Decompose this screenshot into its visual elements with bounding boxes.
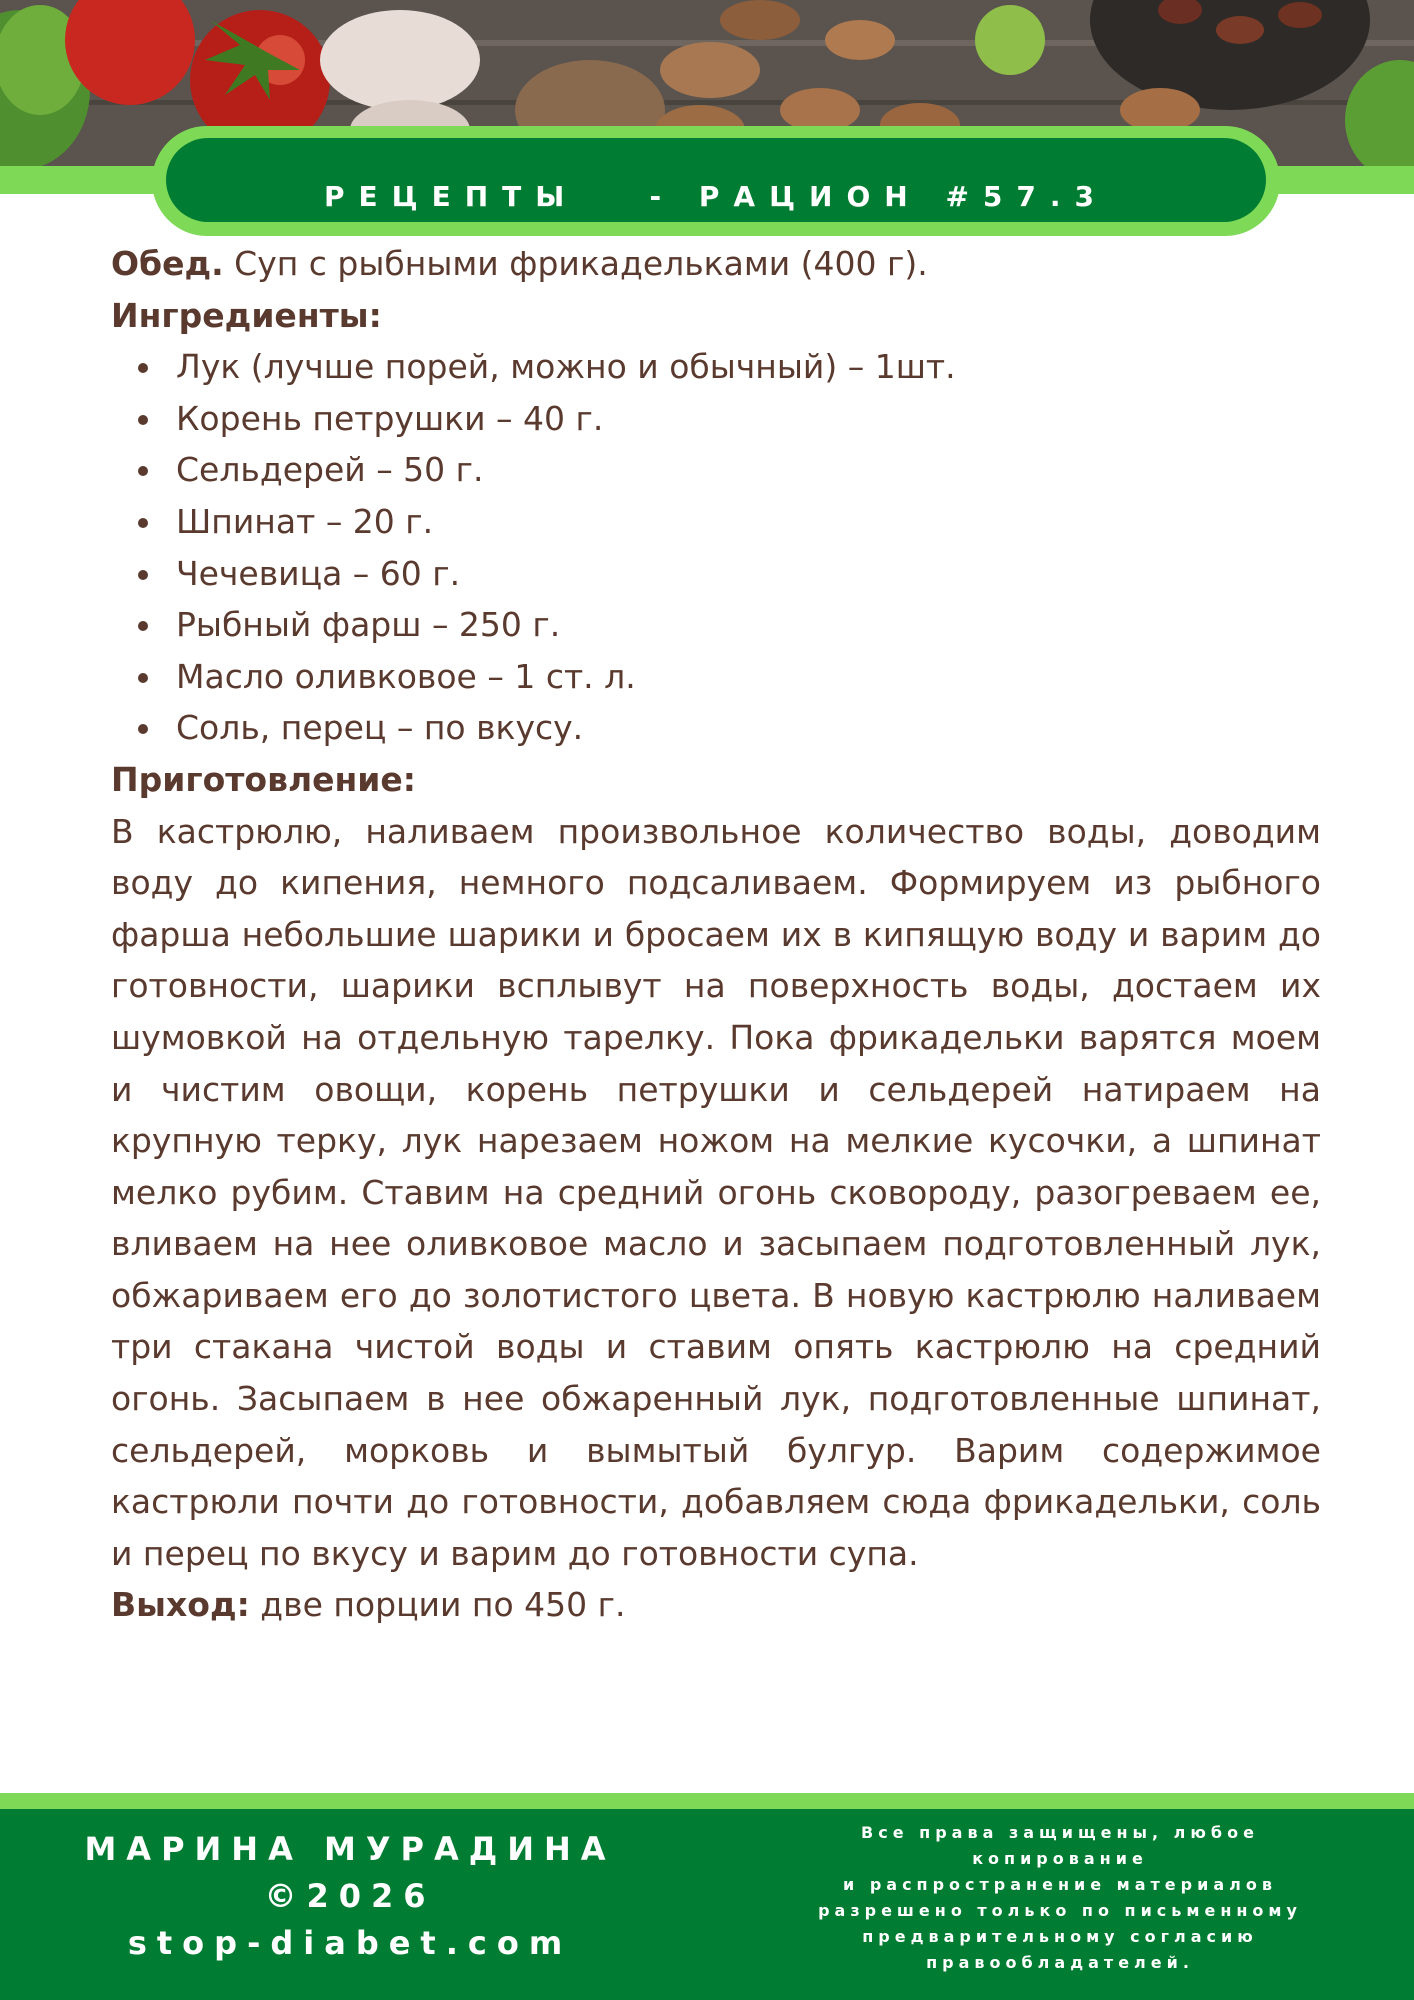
rights-line: копирование [972,1849,1148,1868]
rights-line: правообладателей. [926,1953,1194,1972]
list-item: Корень петрушки – 40 г. [111,393,1321,445]
footer-site-link[interactable]: stop-diabet.com [127,1924,573,1962]
output-line [111,1579,1321,1631]
list-item: Рыбный фарш – 250 г. [111,599,1321,651]
rights-line: предварительному согласию [862,1927,1258,1946]
recipe-content [111,238,1321,1631]
footer-copyright: ©2026 [264,1877,436,1915]
page-title: РЕЦЕПТЫ - РАЦИОН #57.3 [323,180,1109,213]
ingredients-heading: Ингредиенты: [111,295,382,335]
footer-author-block [60,1826,640,1967]
lunch-label: Обед. [111,244,224,283]
list-item: Лук (лучше порей, можно и обычный) – 1шт. [111,341,1321,393]
dish-name: Суп с рыбными фрикадельками (400 г). [223,244,928,283]
list-item: Соль, перец – по вкусу. [111,702,1321,754]
output-label: Выход: [111,1585,250,1625]
list-item: Масло оливковое – 1 ст. л. [111,651,1321,703]
list-item: Чечевица – 60 г. [111,548,1321,600]
rights-line: и распространение материалов [843,1875,1277,1894]
list-item: Сельдерей – 50 г. [111,444,1321,496]
ingredients-list [111,341,1321,754]
preparation-heading: Приготовление: [111,759,417,799]
footer-author: МАРИНА МУРАДИНА [84,1830,616,1868]
lunch-line [111,238,1321,290]
footer-green-strip [0,1793,1414,1809]
rights-line: разрешено только по письменному [818,1901,1302,1920]
footer-rights-notice [740,1820,1380,1976]
list-item: Шпинат – 20 г. [111,496,1321,548]
output-value: две порции по 450 г. [249,1585,626,1625]
preparation-text: В кастрюлю, наливаем произвольное количество воды, доводим воду до кипения, немного подсаливаем. Формируем из рыбного фарша небольшие шарики и бросаем их в кипящую воду и варим до готовности, шарики всплывут на поверхность воды, достаем их шумовкой на отдельную тарелку. Пока фрикадельки варятся моем и чистим овощи, корень петрушки и сельдерей натираем на крупную терку, лук нарезаем ножом на мелкие кусочки, а шпинат мелко рубим. Ставим на средний огонь сковороду, разогреваем ее, вливаем на нее оливковое масло и засыпаем подготовленный лук, обжариваем его до золотистого цвета. В новую кастрюлю наливаем три стакана чистой воды и ставим опять кастрюлю на средний огонь. Засыпаем в нее обжаренный лук, подготовленные шпинат, сельдерей, морковь и вымытый булгур. Варим содержимое кастрюли почти до готовности, добавляем сюда фрикадельки, соль и перец по вкусу и варим до готовности супа. [111,811,1321,1573]
rights-line: Все права защищены, любое [861,1823,1259,1842]
